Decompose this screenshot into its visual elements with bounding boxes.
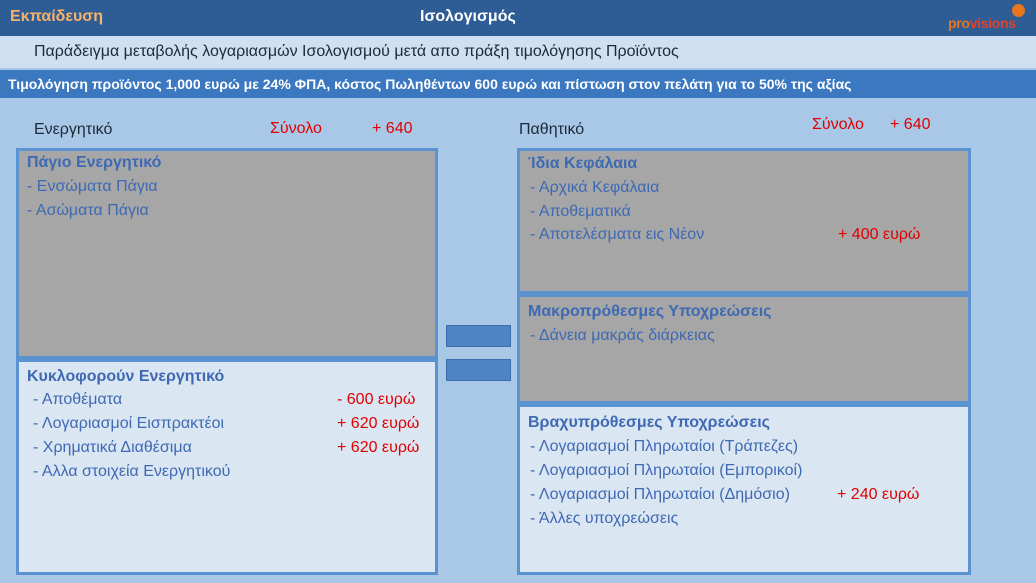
assets-total-value: + 640 [372,120,413,137]
list-item-value: + 240 ευρώ [837,486,920,503]
description: Τιμολόγηση προϊόντος 1,000 ευρώ με 24% ΦΠΑ, κόστος Πωληθέντων 600 ευρώ και πίστωση στον πελάτη για το 50% της αξίας [8,76,852,92]
provisions-logo [948,4,1030,32]
subtitle: Παράδειγμα μεταβολής λογαριασμών Ισολογισμού μετά απο πράξη τιμολόγησης Προϊόντος [34,43,679,60]
short-term-liabilities-heading: Βραχυπρόθεσμες Υποχρεώσεις [528,414,770,431]
list-item-value: + 620 ευρώ [337,439,420,456]
top-header-bar [0,0,1036,36]
page-title: Ισολογισμός [420,8,516,25]
long-term-liabilities-heading: Μακροπρόθεσμες Υποχρεώσεις [528,303,772,320]
list-item: - Άλλες υποχρεώσεις [530,510,679,527]
list-item: - Αποθέματα [33,391,123,408]
logo-text [948,15,1016,31]
list-item: - Χρηματικά Διαθέσιμα [33,439,192,456]
list-item: - Ενσώματα Πάγια [27,178,158,195]
section-label: Εκπαίδευση [10,8,104,25]
liabilities-title: Παθητικό [519,121,585,138]
assets-total-label: Σύνολο [270,120,322,137]
equals-sign-top-bar [446,325,511,347]
description-bar [0,70,1036,98]
assets-title: Ενεργητικό [34,121,113,138]
fixed-assets-panel [16,148,438,359]
equity-heading: Ίδια Κεφάλαια [528,155,638,172]
logo-text-part2: visions [969,15,1016,31]
list-item-value: + 620 ευρώ [337,415,420,432]
list-item-value: - 600 ευρώ [337,391,416,408]
list-item: - Δάνεια μακράς διάρκειας [530,327,715,344]
list-item: - Λογαριασμοί Πληρωταίοι (Δημόσιο) [530,486,790,503]
current-assets-heading: Κυκλοφορούν Ενεργητικό [27,368,225,385]
list-item: - Λογαριασμοί Εισπρακτέοι [33,415,225,432]
equals-sign-bottom-bar [446,359,511,381]
liabilities-total-label: Σύνολο [812,116,864,133]
equity-panel [517,148,971,294]
list-item: - Αποτελέσματα εις Νέον [530,226,705,243]
list-item: - Ασώματα Πάγια [27,202,149,219]
subtitle-bar [0,36,1036,68]
short-term-liabilities-panel [517,404,971,575]
long-term-liabilities-panel [517,294,971,404]
logo-dot-icon [1012,4,1025,17]
list-item: - Λογαριασμοί Πληρωταίοι (Εμπορικοί) [530,462,803,479]
liabilities-total-value: + 640 [890,116,931,133]
fixed-assets-heading: Πάγιο Ενεργητικό [27,154,162,171]
list-item: - Αρχικά Κεφάλαια [530,179,660,196]
current-assets-panel [16,359,438,575]
logo-text-part1: pro [948,15,970,31]
list-item: - Αποθεματικά [530,203,631,220]
list-item: - Αλλα στοιχεία Ενεργητικού [33,463,231,480]
list-item: - Λογαριασμοί Πληρωταίοι (Τράπεζες) [530,438,799,455]
list-item-value: + 400 ευρώ [838,226,921,243]
